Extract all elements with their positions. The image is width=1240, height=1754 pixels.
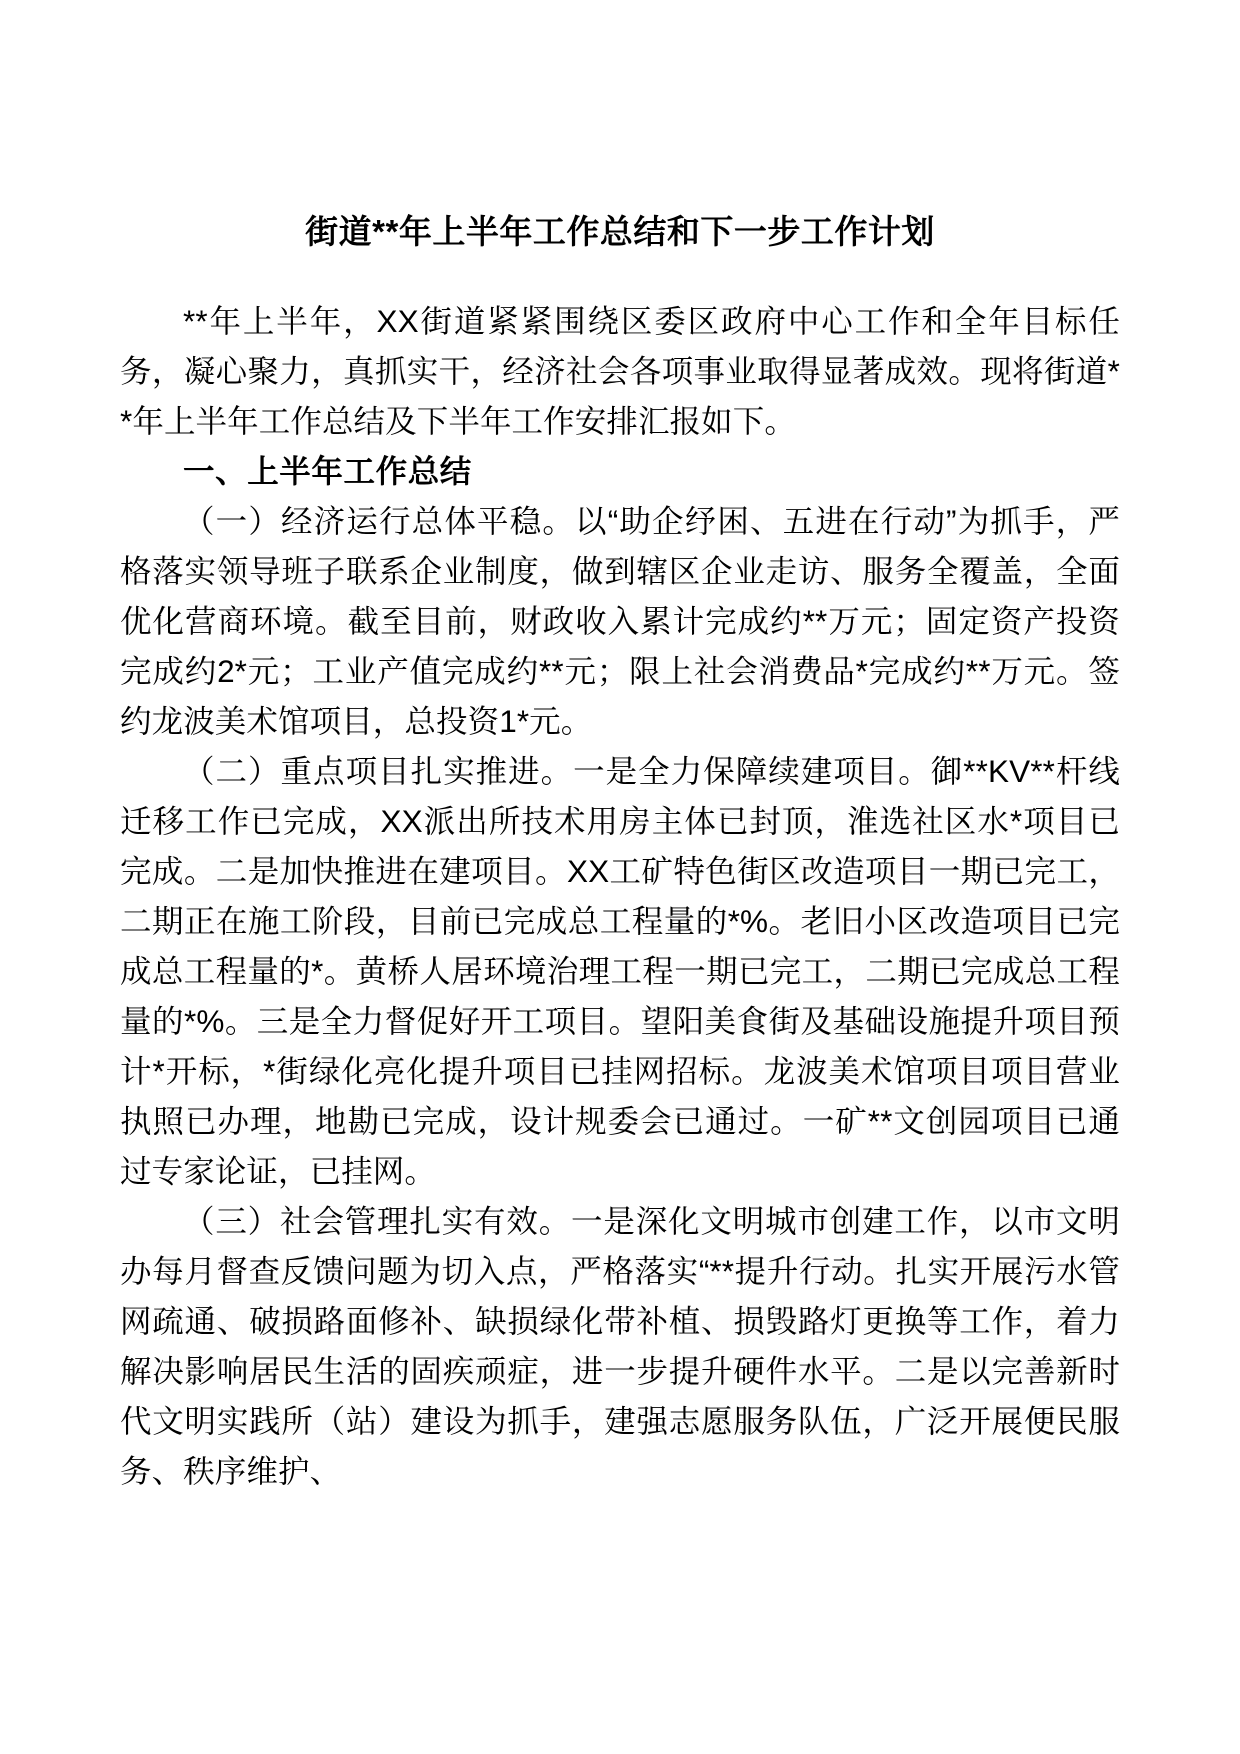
subsection-paragraph-three: （三）社会管理扎实有效。一是深化文明城市创建工作，以市文明办每月督查反馈问题为切入点，严格落实“**提升行动。扎实开展污水管网疏通、破损路面修补、缺损绿化带补植、损毁路灯更换等工作，着力解决影响居民生活的固疾顽症，进一步提升硬件水平。二是以完善新时代文明实践所（站）建设为抓手，建强志愿服务队伍，广泛开展便民服务、秩序维护、 — [120, 1202, 1120, 1489]
page-title: 街道**年上半年工作总结和下一步工作计划 — [305, 213, 935, 250]
intro-paragraph: **年上半年，XX街道紧紧围绕区委区政府中心工作和全年目标任务，凝心聚力，真抓实干，经济社会各项事业取得显著成效。现将街道**年上半年工作总结及下半年工作安排汇报如下。 — [120, 302, 1120, 439]
subsection-paragraph-two: （二）重点项目扎实推进。一是全力保障续建项目。御**KV**杆线迁移工作已完成，XX派出所技术用房主体已封顶，淮选社区水*项目已完成。二是加快推进在建项目。XX工矿特色街区改造项目一期已完工，二期正在施工阶段，目前已完成总工程量的*%。老旧小区改造项目已完成总工程量的*。黄桥人居环境治理工程一期已完工，二期已完成总工程量的*%。三是全力督促好开工项目。望阳美食街及基础设施提升项目预计*开标，*街绿化亮化提升项目已挂网招标。龙波美术馆项目项目营业执照已办理，地勘已完成，设计规委会已通过。一矿**文创园项目已通过专家论证，已挂网。 — [120, 752, 1120, 1189]
section-heading-one: 一、上半年工作总结 — [183, 452, 472, 489]
document-body — [120, 296, 1120, 1496]
subsection-paragraph-one: （一）经济运行总体平稳。以“助企纾困、五进在行动”为抓手，严格落实领导班子联系企业制度，做到辖区企业走访、服务全覆盖，全面优化营商环境。截至目前，财政收入累计完成约**万元；固定资产投资完成约2*元；工业产值完成约**元；限上社会消费品*完成约**万元。签约龙波美术馆项目，总投资1*元。 — [120, 502, 1120, 739]
